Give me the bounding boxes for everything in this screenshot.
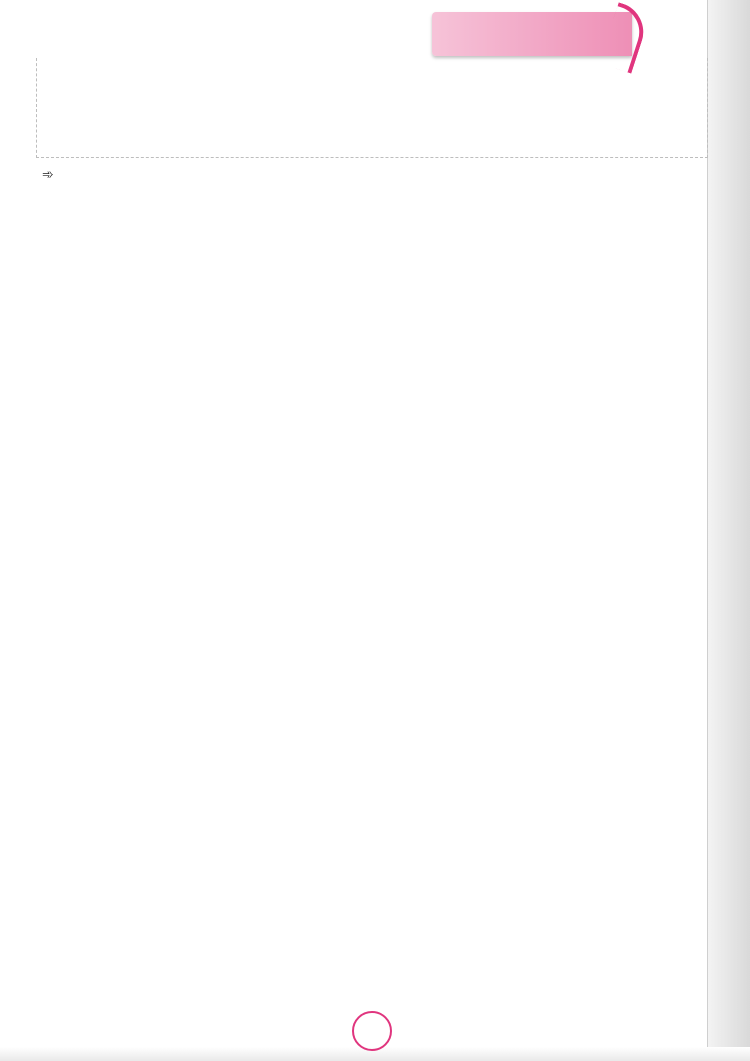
page-number bbox=[352, 1011, 392, 1051]
page-edge-decoration bbox=[707, 0, 750, 1061]
instruction-line bbox=[42, 166, 58, 183]
header-banner bbox=[432, 12, 632, 56]
passage-frame bbox=[36, 58, 708, 158]
arrow-icon: ➾ bbox=[42, 166, 54, 182]
